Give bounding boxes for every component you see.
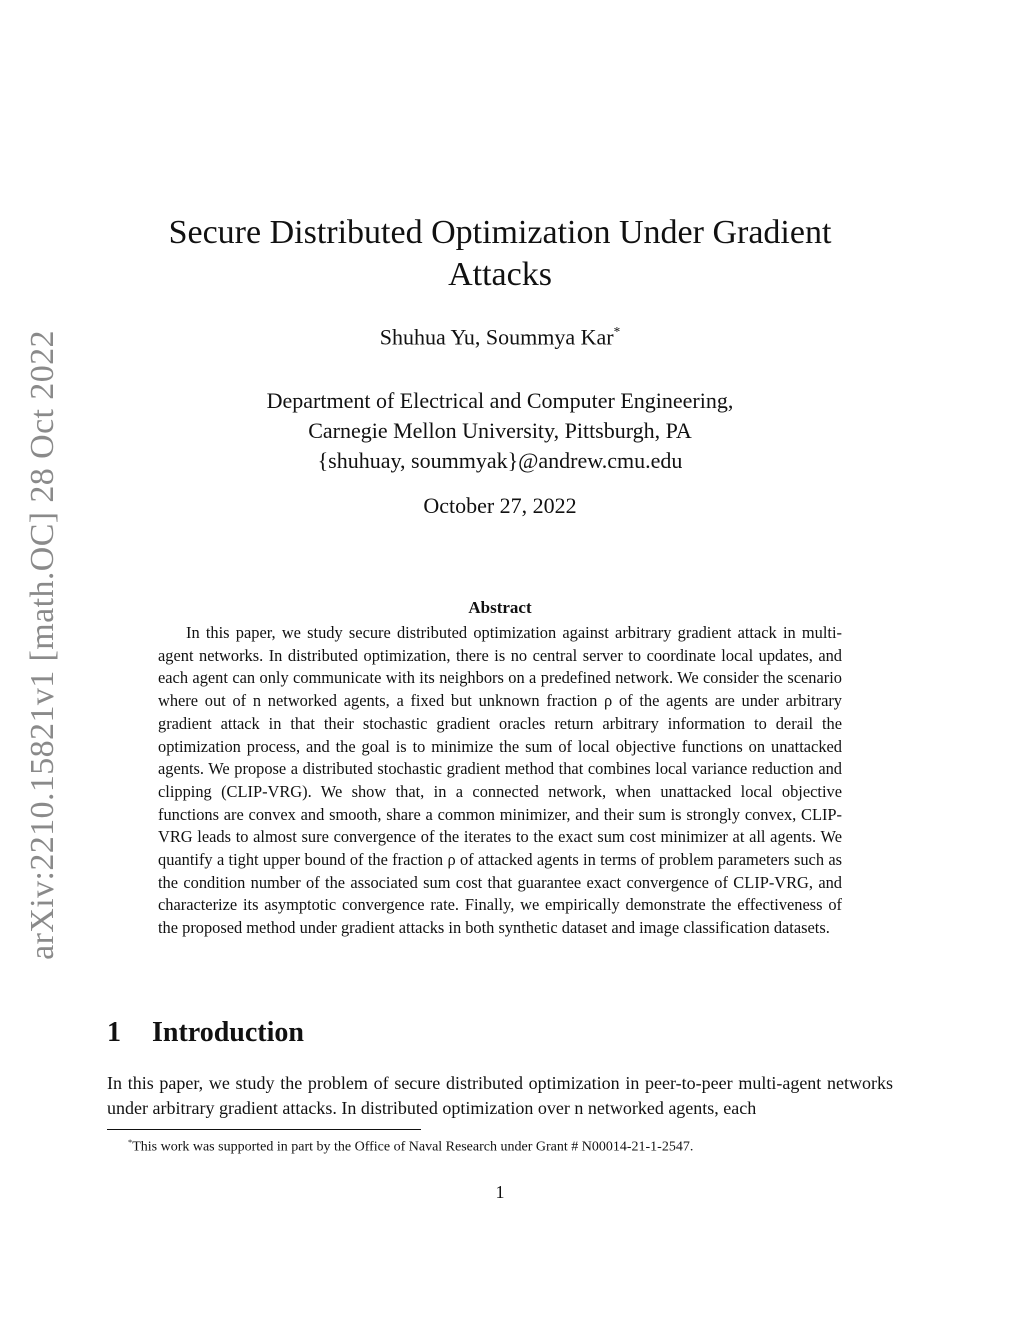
section-heading xyxy=(107,1017,304,1049)
paper-title: Secure Distributed Optimization Under Gradient Attacks xyxy=(168,214,832,293)
footnote xyxy=(128,1134,693,1157)
paper-date: October 27, 2022 xyxy=(423,493,577,518)
author-names: Shuhua Yu, Soummya Kar xyxy=(379,324,614,350)
introduction-text: In this paper, we study the problem of secure distributed optimization in peer-to-peer multi-agent networks under arbitrary gradient attacks. In distributed optimization over n networked agents, each xyxy=(107,1073,893,1118)
footnote-mark: * xyxy=(128,1138,133,1147)
page-number: 1 xyxy=(495,1182,505,1202)
arxiv-stamp xyxy=(15,330,71,960)
footnote-text: This work was supported in part by the Office of Naval Research under Grant # N00014-21-1-2547. xyxy=(132,1139,694,1155)
affiliation-email: {shuhuay, soummyak}@andrew.cmu.edu xyxy=(317,448,683,473)
abstract-heading: Abstract xyxy=(468,598,532,617)
authors xyxy=(150,324,850,350)
arxiv-stamp-text: arXiv:2210.15821v1 [math.OC] 28 Oct 2022 xyxy=(24,330,61,960)
affiliation-university: Carnegie Mellon University, Pittsburgh, PA xyxy=(308,418,692,443)
affiliation-department: Department of Electrical and Computer Engineering, xyxy=(266,388,734,413)
abstract-text: In this paper, we study secure distributed optimization against arbitrary gradient attack in multi-agent networks. In distributed optimization, there is no central server to coordinate local updates, and each agent can only communicate with its neighbors on a predefined network. We consider the scenario where out of n networked agents, a fixed but unknown fraction ρ of the agents are under arbitrary gradient attack in that their stochastic gradient oracles return arbitrary information to derail the optimization process, and the goal is to minimize the sum of local objective functions on unattacked agents. We propose a distributed stochastic gradient method that combines local variance reduction and clipping (CLIP-VRG). We show that, in a connected network, when unattacked local objective functions are convex and smooth, share a common minimizer, and their sum is strongly convex, CLIP-VRG leads to almost sure convergence of the iterates to the exact sum cost minimizer at all agents. We quantify a tight upper bound of the fraction ρ of attacked agents in terms of problem parameters such as the condition number of the associated sum cost that guarantee exact convergence of CLIP-VRG, and characterize its asymptotic convergence rate. Finally, we empirically demonstrate the effectiveness of the proposed method under gradient attacks in both synthetic dataset and image classification datasets. xyxy=(158,623,842,938)
author-footnote-mark: * xyxy=(613,324,621,339)
section-title: Introduction xyxy=(152,1017,304,1048)
footnote-divider xyxy=(107,1129,421,1130)
section-number: 1 xyxy=(107,1017,121,1048)
affiliation xyxy=(150,386,850,476)
